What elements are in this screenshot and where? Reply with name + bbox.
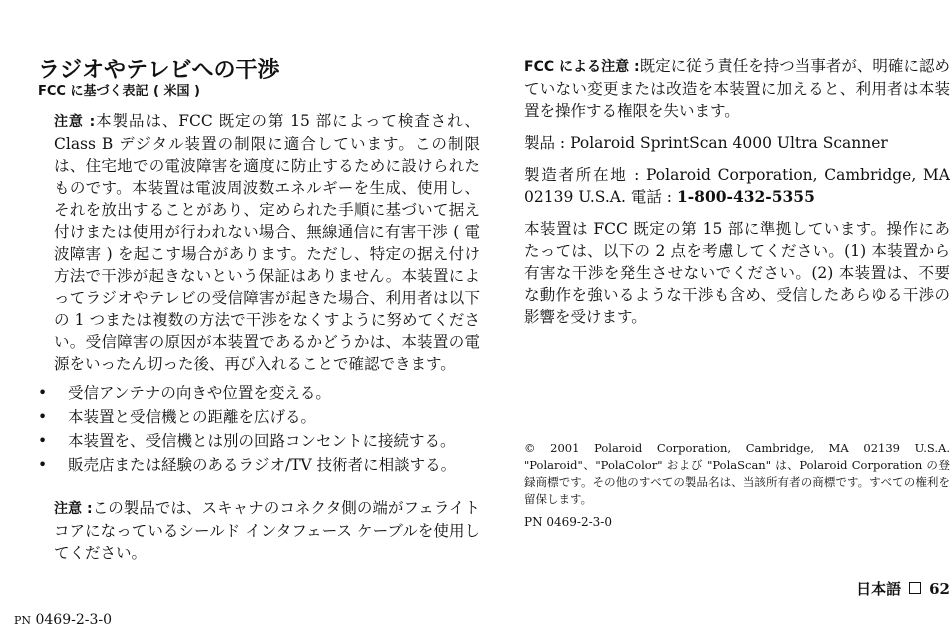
- list-item: [38, 429, 480, 453]
- remedy-list: [38, 381, 480, 477]
- pn-prefix: PN: [14, 614, 32, 627]
- pn-code: 0469-2-3-0: [35, 612, 113, 628]
- list-item-text: 本装置を、受信機とは別の回路コンセントに接続する。: [68, 432, 456, 450]
- copyright-notice: © 2001 Polaroid Corporation, Cambridge, MA 02139 U.S.A. "Polaroid"、"PolaColor" および "PolaScan" は、Polaroid Corporation の登録商標です。その他のすべての製品名は、当該所有者の商標です。すべての権利を留保します。: [524, 441, 950, 506]
- part-number-left: [14, 612, 112, 628]
- note1-paragraph: [38, 110, 480, 375]
- note1-lead: 注意 :: [54, 114, 96, 130]
- list-item: [38, 453, 480, 477]
- bullet-icon: •: [38, 456, 48, 474]
- page-footer: [856, 578, 950, 599]
- list-item-text: 販売店または経験のあるラジオ/TV 技術者に相談する。: [68, 456, 457, 474]
- fcc-caution-paragraph: [524, 55, 950, 122]
- left-column: [38, 58, 480, 564]
- compliance-paragraph: 本装置は FCC 既定の第 15 部に準拠しています。操作にあたっては、以下の 2 点を考慮してください。(1) 本装置から有害な干渉を発生させないでください。(2) 本装置は、不要な動作を強いるような干渉も含め、受信したあらゆる干渉の影響を受けます。: [524, 220, 950, 326]
- manufacturer-text: 製造者所在地 : Polaroid Corporation, Cambridge, MA 02139 U.S.A. 電話 :: [524, 166, 950, 206]
- page-title: ラジオやテレビへの干渉: [38, 58, 280, 83]
- phone-number: 1-800-432-5355: [676, 187, 815, 206]
- manufacturer-paragraph: [524, 164, 950, 208]
- right-column: [524, 55, 950, 338]
- product-line: 製品 : Polaroid SprintScan 4000 Ultra Scanner: [524, 134, 888, 152]
- list-item-text: 本装置と受信機との距離を広げる。: [68, 408, 317, 426]
- note2-body: この製品では、スキャナのコネクタ側の端がフェライト コアになっているシールド インタフェース ケーブルを使用してください。: [54, 499, 480, 562]
- language-label: 日本語: [856, 580, 902, 598]
- page-number: 62: [929, 580, 950, 598]
- bullet-icon: •: [38, 408, 48, 426]
- bullet-icon: •: [38, 432, 48, 450]
- note1-body: 本製品は、FCC 既定の第 15 部によって検査され、Class B デジタル装置の制限に適合しています。この制限は、住宅地での電波障害を適度に防止するために設けられたものです。本装置は電波周波数エネルギーを生成、使用し、それを放出することがあり、定められた手順に基づいて据え付けまたは使用が行われない場合、無線通信に有害干渉 ( 電波障害 ) を起こす場合があります。ただし、特定の据え付け方法で干渉が起きないという保証はありません。本装置によってラジオやテレビの受信障害が起きた場合、利用者は以下の 1 つまたは複数の方法で干渉をなくすように努めてください。受信障害の原因が本装置であるかどうかは、本装置の電源をいったん切った後、再び入れることで確認できます。: [54, 112, 480, 373]
- fcc-caution-body: 既定に従う責任を持つ当事者が、明確に認めていない変更または改造を本装置に加えると、利用者は本装置を操作する権限を失います。: [524, 57, 950, 120]
- part-number-right: PN 0469-2-3-0: [524, 515, 612, 529]
- page-subtitle: FCC に基づく表記 ( 米国 ): [38, 84, 200, 99]
- square-icon: [909, 582, 921, 594]
- list-item: [38, 405, 480, 429]
- note2-lead: 注意 :: [54, 501, 93, 517]
- bullet-icon: •: [38, 384, 48, 402]
- note2-paragraph: [38, 497, 480, 564]
- fcc-caution-lead: FCC による注意 :: [524, 59, 640, 75]
- list-item-text: 受信アンテナの向きや位置を変える。: [68, 384, 331, 402]
- list-item: [38, 381, 480, 405]
